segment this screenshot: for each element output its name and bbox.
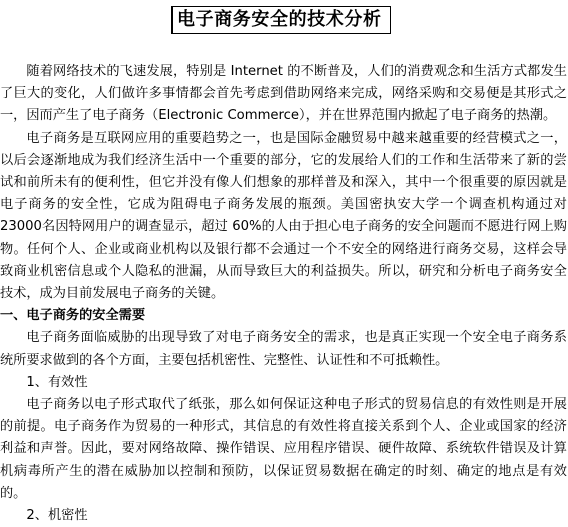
importance-paragraph: 电子商务是互联网应用的重要趋势之一，也是国际金融贸易中越来越重要的经营模式之一，以后会逐渐地成为我们经济生活中一个重要的部分，它的发展给人们的工作和生活带来了新的尝试和前所未有的便利性，但它并没有像人们想象的那样普及和深入，其中一个很重要的原因就是电子商务的安全性，它成为阻碍电子商务发展的瓶颈。美国密执安大学一个调查机构通过对 23000名因特网用户的调查显示，超过 60%的人由于担心电子商务的安全问题而不愿进行网上购物。任何个人、企业或商业机构以及银行都不会通过一个不安全的网络进行商务交易，这样会导致商业机密信息或个人隐私的泄漏，从而导致巨大的利益损失。所以，研究和分析电子商务安全技术，成为目前发展电子商务的关键。 <box>0 130 567 302</box>
subsection-heading-validity: 1、有效性 <box>26 374 88 390</box>
page-title: 电子商务安全的技术分析 <box>177 9 382 30</box>
section-paragraph: 电子商务面临威胁的出现导致了对电子商务安全的需求，也是真正实现一个安全电子商务系统所要求做到的各个方面，主要包括机密性、完整性、认证性和不可抵赖性。 <box>0 330 567 368</box>
title-frame <box>171 6 391 34</box>
subsection-heading-confidentiality: 2、机密性 <box>26 508 88 524</box>
intro-paragraph: 随着网络技术的飞速发展，特别是 Internet 的不断普及，人们的消费观念和生活方式都发生了巨大的变化，人们做许多事情都会首先考虑到借助网络来完成，网络采购和交易便是其形式之一，因而产生了电子商务（Electronic Commerce），并在世界范围内掀起了电子商务的热潮。 <box>0 64 567 124</box>
section-heading: 一、电子商务的安全需要 <box>0 308 146 324</box>
document-body <box>0 61 567 527</box>
validity-paragraph: 电子商务以电子形式取代了纸张，那么如何保证这种电子形式的贸易信息的有效性则是开展的前提。电子商务作为贸易的一种形式，其信息的有效性将直接关系到个人、企业或国家的经济利益和声誉。因此，要对网络故障、操作错误、应用程序错误、硬件故障、系统软件错误及计算机病毒所产生的潜在威胁加以控制和预防，以保证贸易数据在确定的时刻、确定的地点是有效的。 <box>0 397 567 501</box>
